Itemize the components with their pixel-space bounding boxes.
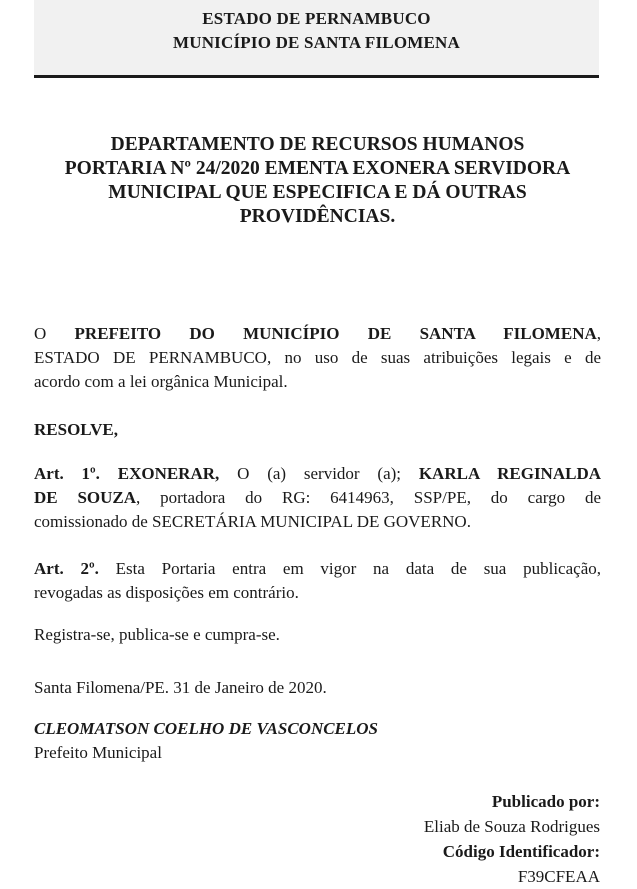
article-1-label: Art. 1º. EXONERAR, xyxy=(34,464,220,483)
signatory-name: CLEOMATSON COELHO DE VASCONCELOS xyxy=(34,719,379,738)
article-1-line-3: comissionado de SECRETÁRIA MUNICIPAL DE GOVERNO. xyxy=(34,512,471,531)
registra-line: Registra-se, publica-se e cumpra-se. xyxy=(34,625,280,644)
title-line-1: DEPARTAMENTO DE RECURSOS HUMANOS xyxy=(110,134,525,155)
preamble-line-2: ESTADO DE PERNAMBUCO, no uso de suas atribuições legais e de xyxy=(34,348,601,367)
preamble-prefeito: PREFEITO DO MUNICÍPIO DE SANTA FILOMENA xyxy=(74,324,597,343)
identifier-code: F39CFEAA xyxy=(517,867,600,886)
publication-block xyxy=(424,789,600,889)
header-municipality: MUNICÍPIO DE SANTA FILOMENA xyxy=(172,33,461,52)
preamble-line-1 xyxy=(34,322,601,346)
identifier-label: Código Identificador: xyxy=(442,842,600,861)
article-1-name-1: KARLA REGINALDA xyxy=(418,464,602,483)
preamble-paragraph xyxy=(34,322,601,394)
article-2 xyxy=(34,557,601,605)
publisher-name: Eliab de Souza Rodrigues xyxy=(423,817,600,836)
publication-label: Publicado por: xyxy=(491,792,600,811)
resolve-heading: RESOLVE, xyxy=(34,420,118,439)
article-1-line-1 xyxy=(34,462,601,486)
article-2-line-1 xyxy=(34,557,601,581)
article-1-line-2 xyxy=(34,486,601,510)
preamble-comma: , xyxy=(596,324,601,343)
identifier-line xyxy=(424,839,600,889)
document-title xyxy=(34,133,601,229)
article-2-label: Art. 2º. xyxy=(34,559,99,578)
document-header xyxy=(34,0,599,78)
title-line-4: PROVIDÊNCIAS. xyxy=(239,206,396,227)
title-line-2: PORTARIA Nº 24/2020 EMENTA EXONERA SERVIDORA xyxy=(64,158,571,179)
article-2-line-2: revogadas as disposições em contrário. xyxy=(34,583,299,602)
article-2-text-1: Esta Portaria entra em vigor na data de sua publicação, xyxy=(98,559,601,578)
preamble-line-3: acordo com a lei orgânica Municipal. xyxy=(34,372,288,391)
article-1-text-1: O (a) servidor (a); xyxy=(219,464,419,483)
article-1-text-2: , portadora do RG: 6414963, SSP/PE, do cargo de xyxy=(136,488,601,507)
signatory-role: Prefeito Municipal xyxy=(34,743,162,762)
title-line-3: MUNICIPAL QUE ESPECIFICA E DÁ OUTRAS xyxy=(108,182,527,203)
preamble-o: O xyxy=(34,324,47,343)
date-line: Santa Filomena/PE. 31 de Janeiro de 2020. xyxy=(34,678,327,697)
article-1 xyxy=(34,462,601,534)
article-1-name-2: DE SOUZA xyxy=(34,488,137,507)
header-state: ESTADO DE PERNAMBUCO xyxy=(202,9,431,28)
